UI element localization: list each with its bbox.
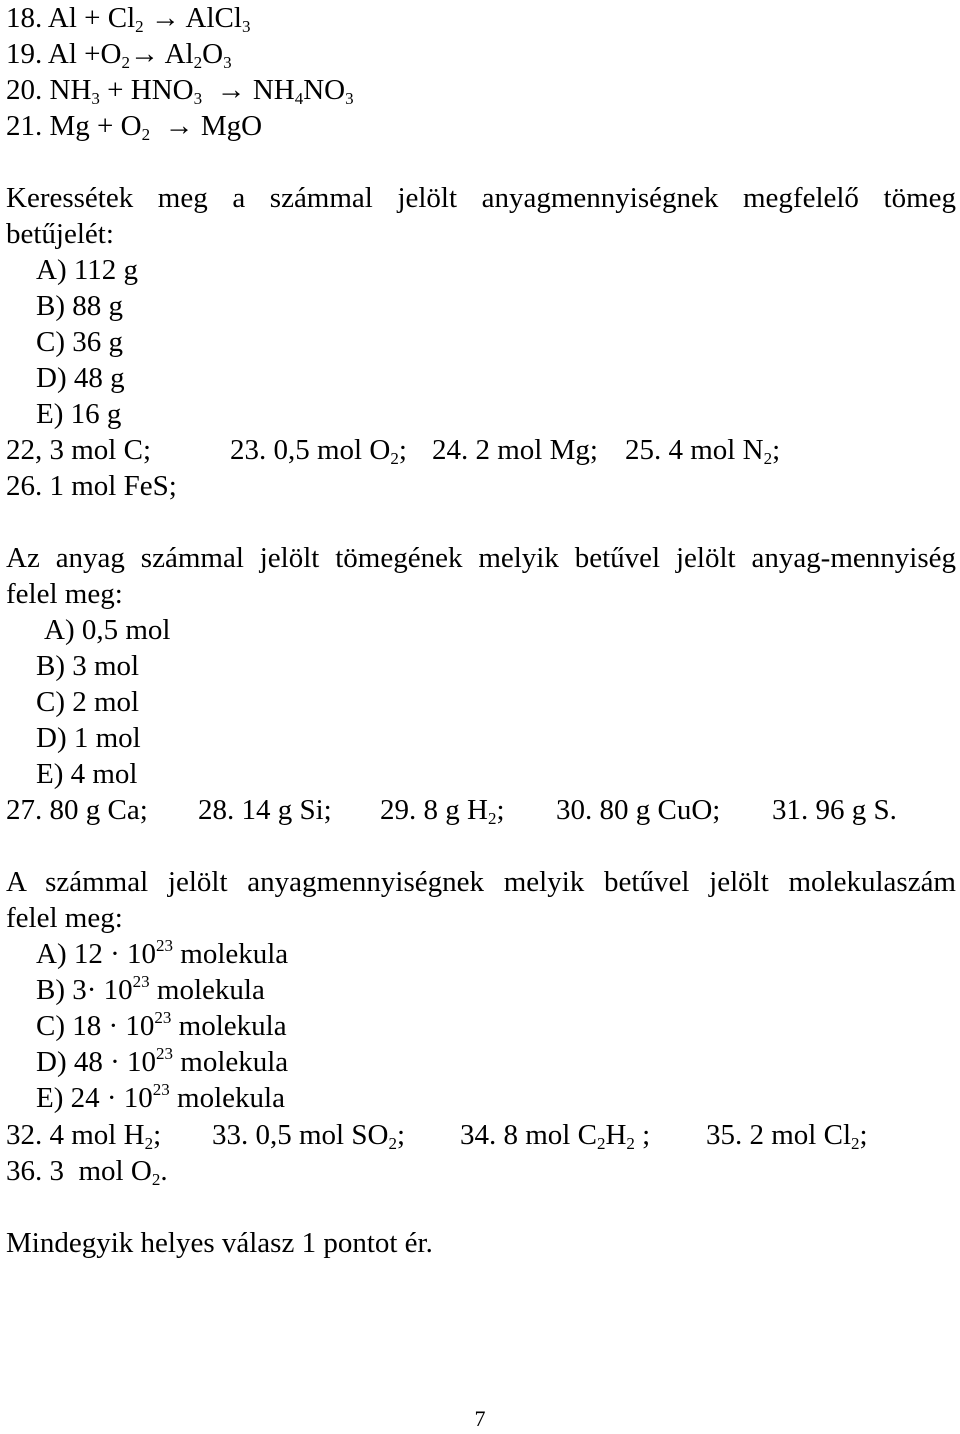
item-35: 35. 2 mol $Cl_2$; [706, 1119, 868, 1153]
equation-21: 21. $Mg + O_2$ → MgO [6, 110, 263, 144]
task2-option-a: A) 0,5 mol [44, 614, 171, 646]
item-27: 27. 80 g Ca; [6, 794, 148, 826]
item-26: 26. 1 mol FeS; [6, 470, 177, 502]
scoring-note: Mindegyik helyes válasz 1 pontot ér. [6, 1227, 433, 1259]
item-30: 30. 80 g CuO; [556, 794, 721, 826]
task2-option-e: E) 4 mol [36, 758, 138, 790]
task3-option-e: E) $24 \cdot 10^{23}$ molekula [36, 1080, 285, 1114]
task1-option-c: C) 36 g [36, 326, 123, 358]
item-22: 22, 3 mol C; [6, 434, 152, 466]
task2-option-d: D) 1 mol [36, 722, 141, 754]
task3-option-b: B) $3\cdot 10^{23}$ molekula [36, 972, 265, 1006]
item-36: 36. 3 mol $O_2$. [6, 1155, 168, 1189]
task3-option-c: C) $18 \cdot 10^{23}$ molekula [36, 1008, 287, 1042]
item-24: 24. 2 mol Mg; [432, 434, 598, 466]
task2-prompt-line1: Az anyag számmal jelölt tömegének melyik betűvel jelölt anyag-mennyiség [6, 542, 956, 574]
item-25: 25. 4 mol $N_2$; [625, 434, 781, 468]
task3-prompt-line1: A számmal jelölt anyagmennyiségnek melyik betűvel jelölt molekulaszám [6, 866, 956, 898]
task1-option-a: A) 112 g [36, 254, 139, 286]
task1-prompt-line2: betűjelét: [6, 218, 114, 250]
page-number: 7 [474, 1406, 486, 1431]
item-33: 33. 0,5 mol $SO_2$; [212, 1119, 405, 1153]
task3-prompt-line2: felel meg: [6, 902, 123, 934]
equation-18: 18. $Al + Cl_2$ → AlCl$_3$ [6, 2, 251, 36]
task1-option-b: B) 88 g [36, 290, 123, 322]
task1-option-e: E) 16 g [36, 398, 122, 430]
task3-option-d: D) $48 \cdot 10^{23}$ molekula [36, 1044, 289, 1078]
task2-option-c: C) 2 mol [36, 686, 140, 718]
task2-option-b: B) 3 mol [36, 650, 140, 682]
task1-option-d: D) 48 g [36, 362, 125, 394]
item-29: 29. 8 g $H_2$; [380, 794, 505, 828]
equation-19: 19. $Al +O_2\to Al_2O_3$ [6, 38, 232, 72]
item-23: 23. 0,5 mol $O_2$; [230, 434, 407, 468]
item-28: 28. 14 g Si; [198, 794, 332, 826]
task3-option-a: A) $12 \cdot 10^{23}$ molekula [36, 936, 289, 970]
equation-20: 20. $NH_3 + HNO_3 \to NH_4NO_3$ [6, 74, 354, 108]
task2-prompt-line2: felel meg: [6, 578, 123, 610]
item-31: 31. 96 g S. [772, 794, 897, 826]
item-34: 34. 8 mol $C_2H_2$ ; [460, 1119, 651, 1153]
task1-prompt-line1: Keressétek meg a számmal jelölt anyagmennyiségnek megfelelő tömeg [6, 182, 956, 214]
item-32: 32. 4 mol $H_2$; [6, 1119, 162, 1153]
